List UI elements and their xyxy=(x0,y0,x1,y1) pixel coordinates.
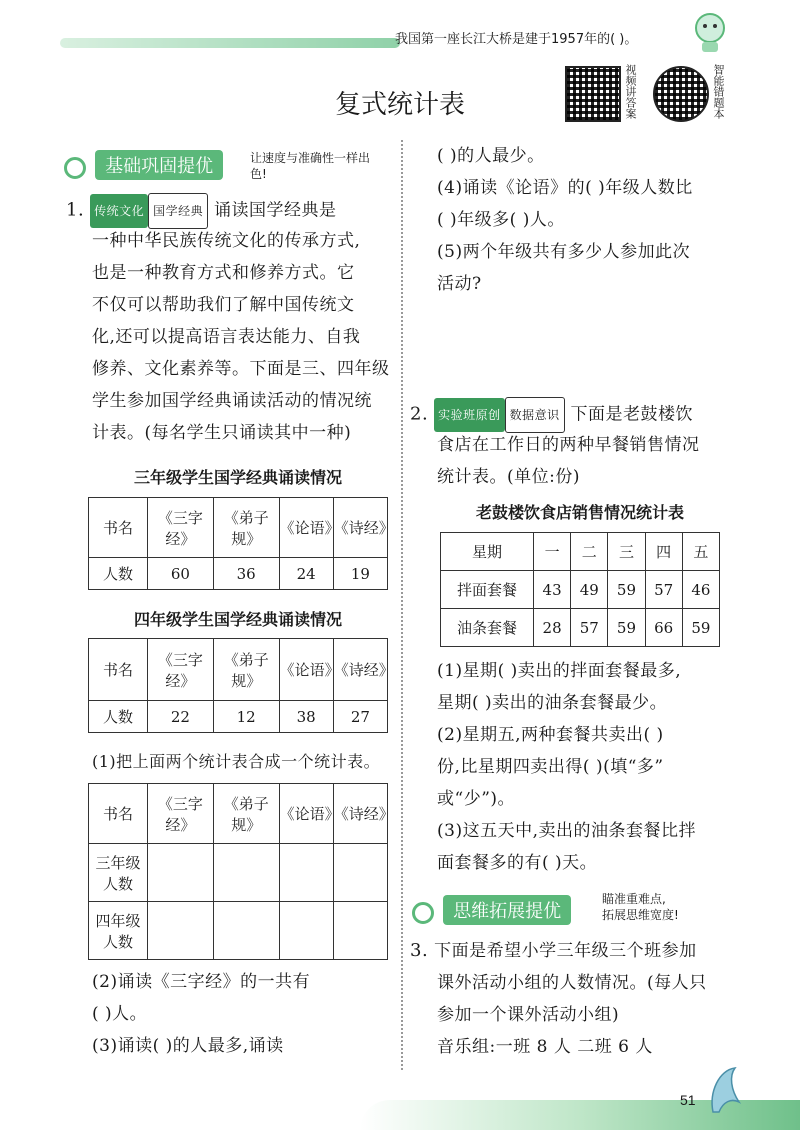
table-cell: 28 xyxy=(534,609,571,647)
table-title: 三年级学生国学经典诵读情况 xyxy=(133,468,342,487)
header-note: 我国第一座长江大桥是建于1957年的( )。 xyxy=(395,32,638,47)
answer-cell[interactable] xyxy=(148,844,214,902)
page-title: 复式统计表 xyxy=(334,90,465,120)
table-cell: 59 xyxy=(682,609,719,647)
text-line: ( )人。 xyxy=(92,1004,148,1024)
section-note: 让速度与准确性一样出色! xyxy=(250,151,371,181)
answer-cell[interactable] xyxy=(279,844,333,902)
row-label: 人数 xyxy=(89,701,148,733)
question-text: 下面是老鼓楼饮 xyxy=(570,404,694,425)
header-cell: 书名 xyxy=(89,784,148,844)
tag: 传统文化 xyxy=(90,194,148,228)
text-line: 计表。(每名学生只诵读其中一种) xyxy=(92,423,352,443)
row-label: 拌面套餐 xyxy=(441,571,534,609)
table-title: 老鼓楼饮食店销售情况统计表 xyxy=(475,503,684,522)
table-cell: 66 xyxy=(645,609,682,647)
text-line: 化,还可以提高语言表达能力、自我 xyxy=(92,327,361,347)
text-line: 音乐组:一班 8 人 二班 6 人 xyxy=(437,1037,653,1057)
question-text-block xyxy=(92,225,402,449)
answer-cell[interactable] xyxy=(333,844,387,902)
table-cell: 46 xyxy=(682,571,719,609)
question-1 xyxy=(66,193,396,229)
header-cell: 《三字经》 xyxy=(148,784,214,844)
dolphin-icon xyxy=(705,1062,745,1118)
table-cell: 57 xyxy=(571,609,608,647)
text-line: (2)星期五,两种套餐共卖出( ) xyxy=(437,725,664,745)
question-3 xyxy=(410,935,780,967)
text-line: ( )的人最少。 xyxy=(437,146,545,166)
text-line: 一种中华民族传统文化的传承方式, xyxy=(92,231,361,251)
qr-code-icon[interactable] xyxy=(565,66,621,122)
header-cell: 《论语》 xyxy=(279,784,333,844)
question-text-block xyxy=(437,429,777,493)
table-cell: 49 xyxy=(571,571,608,609)
grade4-table xyxy=(88,638,394,733)
section-badge: 基础巩固提优 xyxy=(95,150,223,180)
row-label: 三年级人数 xyxy=(89,844,148,902)
header-cell: 一 xyxy=(534,533,571,571)
text-line: (2)诵读《三字经》的一共有 xyxy=(92,972,311,992)
table-cell: 12 xyxy=(213,701,279,733)
sales-table xyxy=(440,532,720,647)
text-line: 食店在工作日的两种早餐销售情况 xyxy=(437,435,700,455)
section-note xyxy=(602,891,752,923)
question-text-block xyxy=(437,967,782,1063)
text-line: (5)两个年级共有多少人参加此次 xyxy=(437,242,691,262)
header-cell: 《诗经》 xyxy=(333,498,387,558)
question-text: 下面是希望小学三年级三个班参加 xyxy=(434,941,697,961)
header-cell: 书名 xyxy=(89,498,148,558)
table-cell: 43 xyxy=(534,571,571,609)
page-number: 51 xyxy=(680,1092,696,1108)
text-line: 面套餐多的有( )天。 xyxy=(437,853,598,873)
header-cell: 书名 xyxy=(89,639,148,701)
question-number: 3. xyxy=(410,940,429,961)
note-line: 瞄准重难点, xyxy=(602,892,666,906)
header-cell: 《弟子规》 xyxy=(213,639,279,701)
right-column-text xyxy=(437,140,757,300)
text-line: 也是一种教育方式和修养方式。它 xyxy=(92,263,355,283)
header-cell: 《弟子规》 xyxy=(213,784,279,844)
text-line: 活动? xyxy=(437,274,482,294)
qr-label: 智能错题本 xyxy=(712,64,725,119)
section-header xyxy=(412,892,782,922)
table-cell: 36 xyxy=(213,558,279,590)
header-cell: 《诗经》 xyxy=(333,639,387,701)
text-line: 修养、文化素养等。下面是三、四年级 xyxy=(92,359,390,379)
question-2-subs xyxy=(437,655,777,879)
ufo-icon xyxy=(412,902,434,924)
text-line: 课外活动小组的人数情况。(每人只 xyxy=(437,973,707,993)
header-cell: 五 xyxy=(682,533,719,571)
answer-cell[interactable] xyxy=(333,902,387,960)
table-cell: 60 xyxy=(148,558,214,590)
text-line: 份,比星期四卖出得( )(填“多” xyxy=(437,757,664,777)
header-cell: 《三字经》 xyxy=(148,498,214,558)
text-line: (3)这五天中,卖出的油条套餐比拌 xyxy=(437,821,696,841)
mascot-icon xyxy=(690,10,730,54)
text-line: (3)诵读( )的人最多,诵读 xyxy=(92,1036,284,1056)
text-line: (4)诵读《论语》的( )年级人数比 xyxy=(437,178,693,198)
question-number: 2. xyxy=(410,403,429,425)
header-cell: 《诗经》 xyxy=(333,784,387,844)
answer-cell[interactable] xyxy=(148,902,214,960)
text-line: 不仅可以帮助我们了解中国传统文 xyxy=(92,295,355,315)
target-icon xyxy=(64,157,86,179)
table-cell: 59 xyxy=(608,571,645,609)
grade3-table xyxy=(88,497,394,590)
header-cell: 二 xyxy=(571,533,608,571)
answer-cell[interactable] xyxy=(213,844,279,902)
section-header xyxy=(64,150,394,181)
question-text: 诵读国学经典是 xyxy=(214,200,337,221)
question-2 xyxy=(410,397,780,433)
header-cell: 四 xyxy=(645,533,682,571)
header-cell: 《论语》 xyxy=(279,498,333,558)
row-label: 四年级人数 xyxy=(89,902,148,960)
table-cell: 27 xyxy=(333,701,387,733)
merge-table[interactable] xyxy=(88,783,394,960)
row-label: 油条套餐 xyxy=(441,609,534,647)
question-number: 1. xyxy=(66,199,85,221)
table-cell: 19 xyxy=(333,558,387,590)
table-cell: 38 xyxy=(279,701,333,733)
text-line: 学生参加国学经典诵读活动的情况统 xyxy=(92,391,372,411)
header-cell: 星期 xyxy=(441,533,534,571)
text-line: 或“少”)。 xyxy=(437,789,516,809)
tag: 实验班原创 xyxy=(434,398,505,432)
table-cell: 22 xyxy=(148,701,214,733)
sub-question: (1)把上面两个统计表合成一个统计表。 xyxy=(92,752,381,771)
text-line: 统计表。(单位:份) xyxy=(437,467,580,487)
tag: 国学经典 xyxy=(148,193,208,229)
header-cell: 《论语》 xyxy=(279,639,333,701)
text-line: 星期( )卖出的油条套餐最少。 xyxy=(437,693,668,713)
note-line: 拓展思维宽度! xyxy=(602,908,679,922)
row-label: 人数 xyxy=(89,558,148,590)
tag: 数据意识 xyxy=(505,397,565,433)
table-title: 四年级学生国学经典诵读情况 xyxy=(133,610,342,629)
header-cell: 《三字经》 xyxy=(148,639,214,701)
table-cell: 59 xyxy=(608,609,645,647)
answer-cell[interactable] xyxy=(213,902,279,960)
header-cell: 《弟子规》 xyxy=(213,498,279,558)
sub-question xyxy=(92,966,397,1062)
header-cell: 三 xyxy=(608,533,645,571)
text-line: 参加一个课外活动小组) xyxy=(437,1005,620,1025)
text-line: (1)星期( )卖出的拌面套餐最多, xyxy=(437,661,682,681)
table-cell: 24 xyxy=(279,558,333,590)
qr-label: 视频讲答案 xyxy=(624,64,637,119)
text-line: ( )年级多( )人。 xyxy=(437,210,565,230)
top-decor-bar xyxy=(60,38,400,48)
table-cell: 57 xyxy=(645,571,682,609)
section-badge: 思维拓展提优 xyxy=(443,895,571,925)
qr-code-icon[interactable] xyxy=(653,66,709,122)
answer-cell[interactable] xyxy=(279,902,333,960)
